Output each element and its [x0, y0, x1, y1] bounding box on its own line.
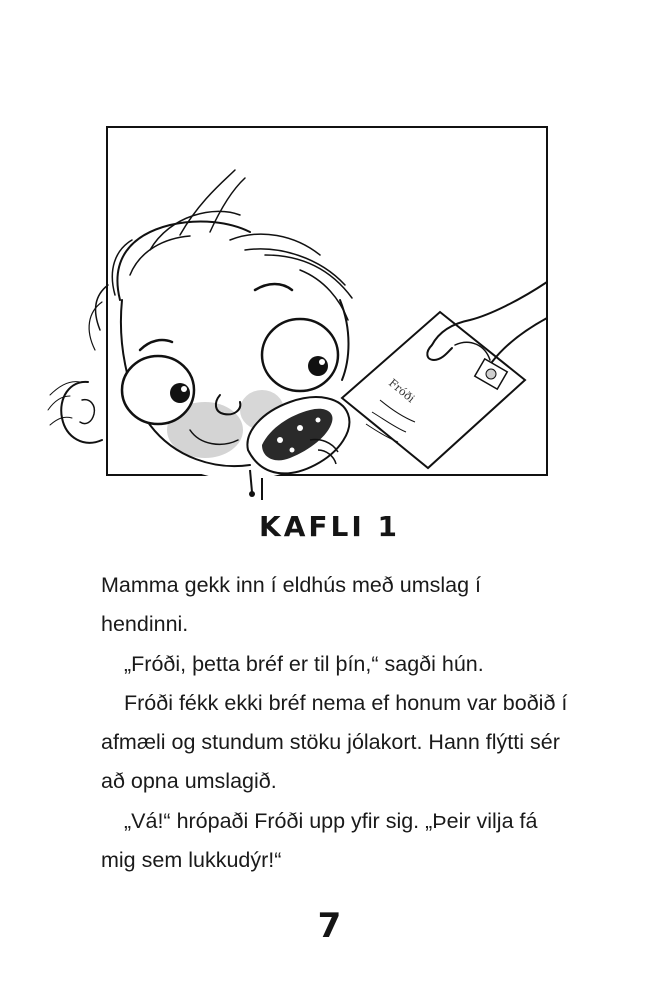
paragraph-4: „Vá!“ hrópaði Fróði upp yfir sig. „Þeir vilja fá mig sem lukkudýr!“ [101, 808, 538, 873]
paragraph-1: Mamma gekk inn í eldhús með umslag í hendinni. [101, 573, 481, 637]
envelope [342, 312, 525, 468]
chapter-title: KAFLI 1 [259, 510, 400, 543]
envelope-text: Fróði [386, 376, 418, 406]
paragraph-2: „Fróði, þetta bréf er til þín,“ sagði hún. [124, 651, 484, 676]
page-number: 7 [317, 906, 342, 946]
paragraph-3: Fróði fékk ekki bréf nema ef honum var boðið í afmæli og stundum stöku jólakort. Hann flýtti sér að opna umslagið. [101, 690, 568, 794]
body-text [101, 566, 571, 880]
